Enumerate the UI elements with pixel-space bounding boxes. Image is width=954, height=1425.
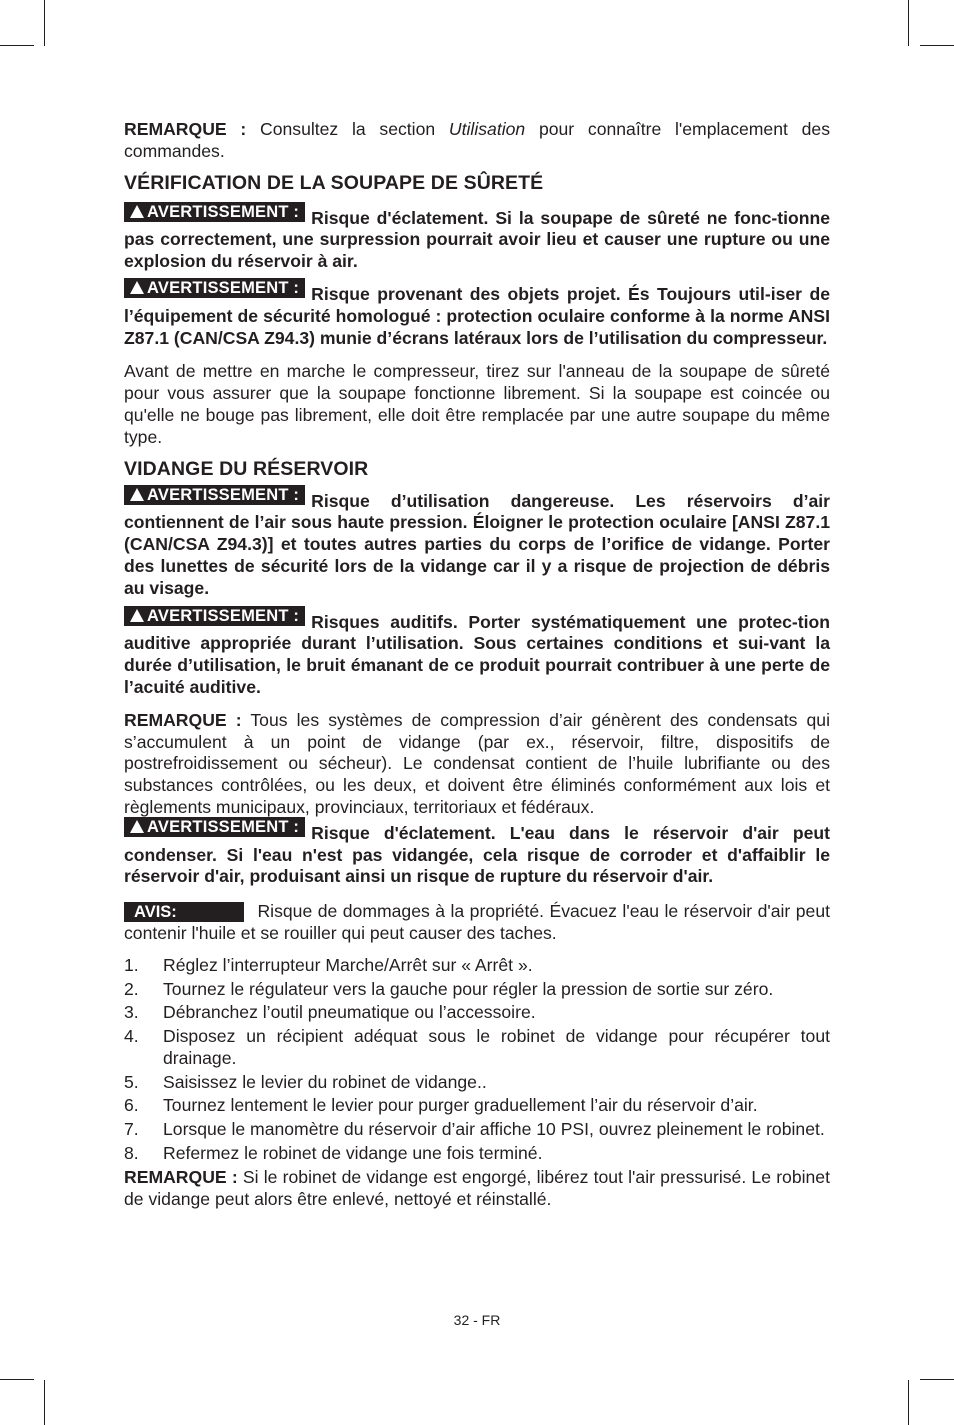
warning-block: AVERTISSEMENT : Risque provenant des objets projet. És Toujours util-iser de l’équipement de sécurité homologué : protection oculaire conforme à la norme ANSI Z87.1 (CAN/CSA Z94.3) munie d’écrans latéraux lors de l’utilisation du compresseur. — [124, 278, 830, 348]
list-item: 1. Réglez l’interrupteur Marche/Arrêt sur « Arrêt ». — [124, 954, 533, 975]
warning-triangle-icon — [130, 205, 144, 218]
warning-triangle-icon — [130, 281, 144, 294]
warning-triangle-icon — [130, 609, 144, 622]
warning-triangle-icon — [130, 820, 144, 833]
crop-mark — [44, 0, 45, 46]
crop-mark — [908, 0, 909, 46]
warning-badge: AVERTISSEMENT : — [124, 606, 305, 626]
section-title-safety-valve: VÉRIFICATION DE LA SOUPAPE DE SÛRETÉ — [124, 171, 544, 194]
safety-valve-paragraph: Avant de mettre en marche le compresseur, tirez sur l'anneau de la soupape de sûreté pour vous assurer que la soupape fonctionne librement. Si la soupape est coincée ou qu'elle ne bouge pas librement, elle doit être remplacée par une autre soupape du même type. — [124, 361, 830, 447]
list-item: 6. Tournez lentement le levier pour purger graduellement l’air du réservoir d’air. — [124, 1095, 758, 1116]
list-item: 4. Disposez un récipient adéquat sous le robinet de vidange pour récupérer tout drainage. — [124, 1026, 830, 1068]
crop-mark — [920, 45, 954, 46]
warning-block: AVERTISSEMENT : Risque d'éclatement. Si la soupape de sûreté ne fonc-tionne pas correctement, une surpression pourrait avoir lieu et causer une rupture ou une explosion du réservoir à air. — [124, 202, 830, 272]
drain-steps-list — [124, 955, 830, 1165]
notice-badge: AVIS: — [124, 902, 244, 922]
crop-mark — [908, 1380, 909, 1425]
list-item: 3. Débranchez l’outil pneumatique ou l’accessoire. — [124, 1002, 536, 1023]
section-title-tank-drain: VIDANGE DU RÉSERVOIR — [124, 457, 369, 480]
note-condensate: REMARQUE : Tous les systèmes de compression d’air génèrent des condensats qui s’accumulent à un point de vidange (par ex., réservoir, filtre, dispositifs de postrefroidissement ou sécheur). Le condensat contient de l’huile lubrifiante ou des substances contrôlées, ou les deux, et doivent être éliminés conformément aux lois et règlements municipaux, provinciaux, territoriaux et fédéraux. — [124, 709, 830, 817]
crop-mark — [0, 1379, 34, 1380]
crop-mark — [0, 45, 34, 46]
warning-block: AVERTISSEMENT : Risque d'éclatement. L'eau dans le réservoir d'air peut condenser. Si l'eau n'est pas vidangée, cela risque de corroder et d'affaiblir le réservoir d'air, produisant ainsi un risque de rupture du réservoir d'air. — [124, 817, 830, 887]
warning-triangle-icon — [130, 488, 144, 501]
note-label: REMARQUE : — [124, 709, 242, 730]
warning-block: AVERTISSEMENT : Risque d’utilisation dangereuse. Les réservoirs d’air contiennent de l’air sous haute pression. Éloigner le protection oculaire [ANSI Z87.1 (CAN/CSA Z94.3)] et toutes autres parties du corps de l’orifice de vidange. Porter des lunettes de sécurité lors de la vidange car il y a risque de projection de débris au visage. — [124, 485, 830, 598]
list-item: 7. Lorsque le manomètre du réservoir d’air affiche 10 PSI, ouvrez pleinement le robinet. — [124, 1119, 825, 1140]
note-controls: REMARQUE : Consultez la section Utilisation pour connaître l'emplacement des commandes. — [124, 119, 831, 161]
warning-badge: AVERTISSEMENT : — [124, 278, 305, 298]
list-item: 5. Saisissez le levier du robinet de vidange.. — [124, 1071, 487, 1092]
page-number: 32 - FR — [453, 1312, 501, 1328]
crop-mark — [44, 1380, 45, 1425]
warning-badge: AVERTISSEMENT : — [124, 817, 305, 837]
warning-badge: AVERTISSEMENT : — [124, 202, 305, 222]
notice-block: AVIS: Risque de dommages à la propriété. Évacuez l'eau le réservoir d'air peut contenir l'huile et se rouiller qui peut causer des taches. — [124, 901, 830, 943]
warning-block: AVERTISSEMENT : Risques auditifs. Porter systématiquement une protec-tion auditive appropriée durant l’utilisation. Sous certaines conditions et sui-vant la durée d’utilisation, le bruit émanant de ce produit pourrait contribuer à une perte de l’acuité auditive. — [124, 606, 830, 697]
crop-mark — [920, 1379, 954, 1380]
warning-badge: AVERTISSEMENT : — [124, 485, 305, 505]
list-item: 2. Tournez le régulateur vers la gauche pour régler la pression de sortie sur zéro. — [124, 978, 774, 999]
note-label: REMARQUE : — [124, 1166, 238, 1187]
note-drain-clogged: REMARQUE : Si le robinet de vidange est engorgé, libérez tout l'air pressurisé. Le robinet de vidange peut alors être enlevé, nettoyé et réinstallé. — [124, 1166, 830, 1209]
list-item: 8. Refermez le robinet de vidange une fois terminé. — [124, 1143, 543, 1164]
note-label: REMARQUE : — [124, 119, 247, 139]
page-content — [124, 119, 830, 1210]
